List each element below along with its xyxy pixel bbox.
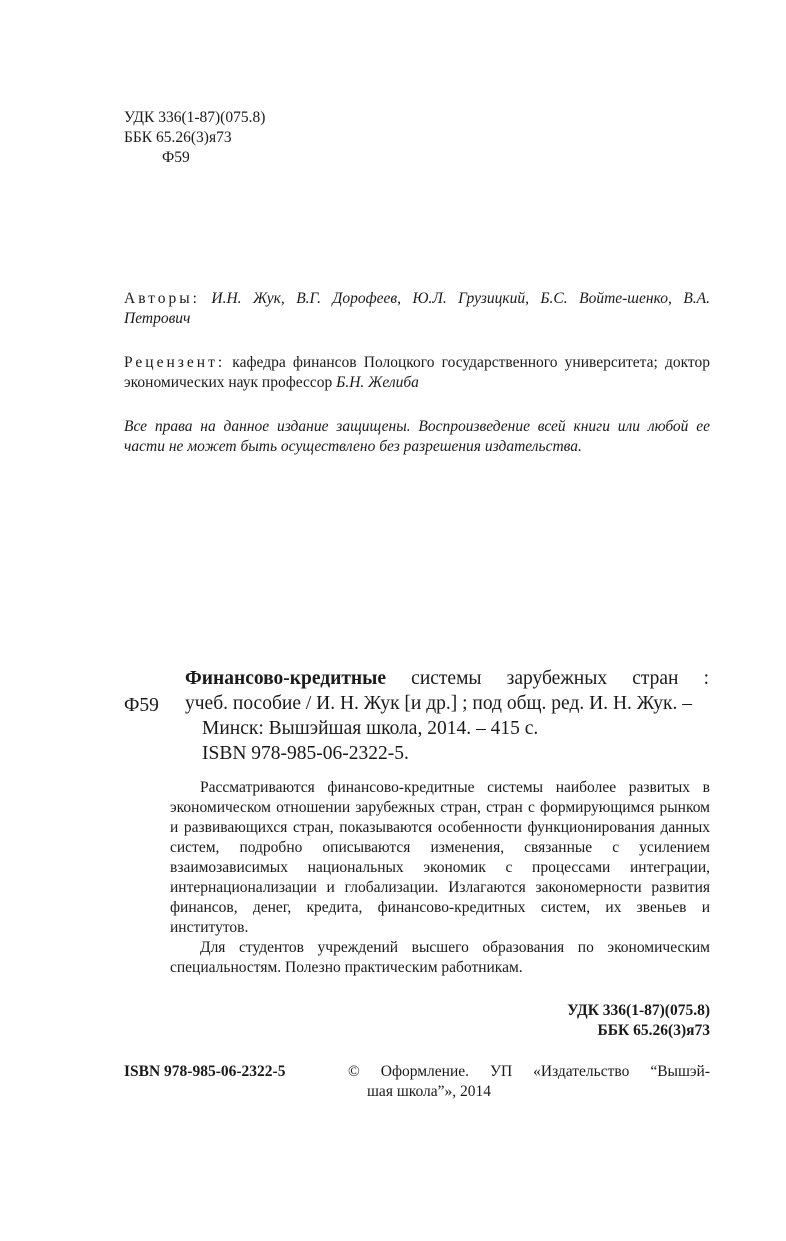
copyright-line-1: © Оформление. УП «Издательство “Вышэй- (348, 1063, 710, 1080)
udk-code: УДК 336(1-87)(075.8) (124, 109, 266, 126)
abstract-block (170, 778, 710, 978)
bibliographic-mark: Ф59 (124, 695, 159, 716)
reviewer-name: Б.Н. Желиба (336, 374, 419, 391)
biblio-line-3: Минск: Вышэйшая школа, 2014. – 415 с. (202, 718, 539, 739)
abstract-paragraph-1: Рассматриваются финансово-кредитные системы наиболее развитых в экономическом отношении зарубежных стран, стран с формирующимся рынком и развивающихся стран, показываются особенности функционирования данных систем, подробно описываются изменения, связанные с усилением взаимозависимых национальных экономик с процессами интеграции, интернационализации и глобализации. Излагаются закономерности развития финансов, денег, кредита, финансово-кредитных систем, их звеньев и институтов. (170, 779, 710, 936)
abstract-paragraph-2: Для студентов учреждений высшего образования по экономическим специальностям. Полезно практическим работникам. (170, 939, 710, 976)
bbk-code: ББК 65.26(3)я73 (124, 129, 232, 146)
reviewer-block (124, 353, 710, 393)
biblio-title-bold: Финансово-кредитные (185, 668, 387, 689)
biblio-title-rest: системы зарубежных стран : (386, 668, 709, 689)
biblio-line-2: учеб. пособие / И. Н. Жук [и др.] ; под общ. ред. И. Н. Жук. – (185, 693, 693, 714)
bbk-code-bottom: ББК 65.26(3)я73 (597, 1022, 710, 1039)
rights-notice (124, 417, 710, 457)
authors-names: И.Н. Жук, В.Г. Дорофеев, Ю.Л. Грузицкий, Б.С. Войте-шенко, В.А. Петрович (124, 290, 710, 327)
biblio-isbn-line: ISBN 978-985-06-2322-5. (202, 743, 409, 764)
rights-text: Все права на данное издание защищены. Воспроизведение всей книги или любой ее части не может быть осуществлено без разрешения издательства. (124, 418, 710, 455)
reviewer-text: кафедра финансов Полоцкого государственного университета; доктор экономических наук профессор (124, 354, 710, 391)
isbn-footer: ISBN 978-985-06-2322-5 (124, 1063, 286, 1080)
authors-label: Авторы: (124, 290, 200, 307)
copyright-notice (348, 1062, 710, 1102)
bibliographic-record (185, 666, 709, 766)
classification-codes-top (124, 108, 265, 168)
udk-code-bottom: УДК 336(1-87)(075.8) (567, 1002, 710, 1019)
biblio-title-line (185, 666, 709, 691)
reviewer-label: Рецензент: (124, 354, 226, 371)
classification-codes-bottom (567, 1001, 710, 1041)
copyright-line-2: шая школа”», 2014 (367, 1083, 492, 1100)
author-mark: Ф59 (162, 149, 190, 166)
authors-block (124, 289, 710, 329)
